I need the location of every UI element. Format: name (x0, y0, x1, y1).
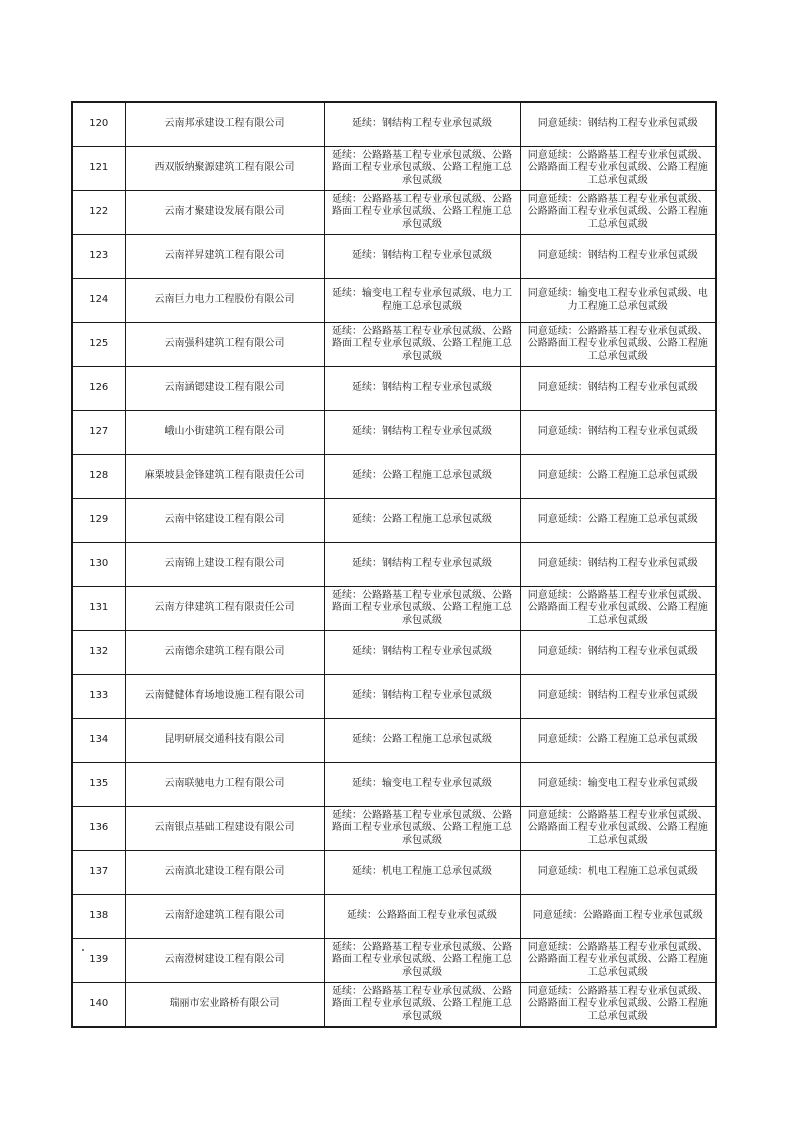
application-content: 延续：钢结构工程专业承包贰级 (324, 235, 520, 279)
table-row (72, 719, 716, 763)
application-content: 延续：公路工程施工总承包贰级 (324, 499, 520, 543)
company-name: 云南健健体育场地设施工程有限公司 (125, 675, 324, 719)
row-number: 123 (72, 235, 125, 279)
company-name: 云南澄树建设工程有限公司 (125, 939, 324, 983)
company-name: 云南邦承建设工程有限公司 (125, 102, 324, 147)
approval-result: 同意延续：公路路基工程专业承包贰级、公路路面工程专业承包贰级、公路工程施工总承包贰级 (520, 191, 716, 235)
qualification-table (71, 101, 717, 1028)
application-content: 延续：钢结构工程专业承包贰级 (324, 411, 520, 455)
company-name: 峨山小街建筑工程有限公司 (125, 411, 324, 455)
application-content: 延续：钢结构工程专业承包贰级 (324, 631, 520, 675)
company-name: 云南中铭建设工程有限公司 (125, 499, 324, 543)
row-number: 132 (72, 631, 125, 675)
row-number: 126 (72, 367, 125, 411)
application-content: 延续：公路路基工程专业承包贰级、公路路面工程专业承包贰级、公路工程施工总承包贰级 (324, 939, 520, 983)
table-row (72, 983, 716, 1028)
company-name: 云南联驰电力工程有限公司 (125, 763, 324, 807)
application-content: 延续：公路路面工程专业承包贰级 (324, 895, 520, 939)
table-row (72, 102, 716, 147)
row-number: 138 (72, 895, 125, 939)
company-name: 云南涵锶建设工程有限公司 (125, 367, 324, 411)
application-content: 延续：公路工程施工总承包贰级 (324, 719, 520, 763)
application-content: 延续：公路路基工程专业承包贰级、公路路面工程专业承包贰级、公路工程施工总承包贰级 (324, 147, 520, 191)
company-name: 麻栗坡县金锋建筑工程有限责任公司 (125, 455, 324, 499)
row-number: 140 (72, 983, 125, 1028)
table-row (72, 763, 716, 807)
row-number: 125 (72, 323, 125, 367)
application-content: 延续：钢结构工程专业承包贰级 (324, 102, 520, 147)
company-name: 云南才聚建设发展有限公司 (125, 191, 324, 235)
company-name: 瑞丽市宏业路桥有限公司 (125, 983, 324, 1028)
row-number: 136 (72, 807, 125, 851)
application-content: 延续：公路路基工程专业承包贰级、公路路面工程专业承包贰级、公路工程施工总承包贰级 (324, 191, 520, 235)
approval-result: 同意延续：钢结构工程专业承包贰级 (520, 675, 716, 719)
approval-result: 同意延续：公路工程施工总承包贰级 (520, 455, 716, 499)
company-name: 云南银点基础工程建设有限公司 (125, 807, 324, 851)
approval-result: 同意延续：公路路基工程专业承包贰级、公路路面工程专业承包贰级、公路工程施工总承包贰级 (520, 939, 716, 983)
scan-speck (82, 949, 84, 951)
company-name: 云南祥昇建筑工程有限公司 (125, 235, 324, 279)
application-content: 延续：公路路基工程专业承包贰级、公路路面工程专业承包贰级、公路工程施工总承包贰级 (324, 587, 520, 631)
row-number: 131 (72, 587, 125, 631)
table-row (72, 587, 716, 631)
row-number: 135 (72, 763, 125, 807)
company-name: 云南德余建筑工程有限公司 (125, 631, 324, 675)
table-row (72, 235, 716, 279)
table-row (72, 323, 716, 367)
row-number: 134 (72, 719, 125, 763)
table-row (72, 499, 716, 543)
table-row (72, 279, 716, 323)
application-content: 延续：公路路基工程专业承包贰级、公路路面工程专业承包贰级、公路工程施工总承包贰级 (324, 807, 520, 851)
approval-result: 同意延续：钢结构工程专业承包贰级 (520, 235, 716, 279)
company-name: 云南滇北建设工程有限公司 (125, 851, 324, 895)
application-content: 延续：机电工程施工总承包贰级 (324, 851, 520, 895)
row-number: 127 (72, 411, 125, 455)
application-content: 延续：公路路基工程专业承包贰级、公路路面工程专业承包贰级、公路工程施工总承包贰级 (324, 983, 520, 1028)
row-number: 124 (72, 279, 125, 323)
company-name: 云南方律建筑工程有限责任公司 (125, 587, 324, 631)
table-row (72, 939, 716, 983)
approval-result: 同意延续：钢结构工程专业承包贰级 (520, 102, 716, 147)
table-row (72, 895, 716, 939)
row-number: 122 (72, 191, 125, 235)
table-row (72, 851, 716, 895)
row-number: 128 (72, 455, 125, 499)
table-row (72, 807, 716, 851)
row-number: 120 (72, 102, 125, 147)
table-body (72, 102, 716, 1027)
table-row (72, 191, 716, 235)
application-content: 延续：公路路基工程专业承包贰级、公路路面工程专业承包贰级、公路工程施工总承包贰级 (324, 323, 520, 367)
application-content: 延续：钢结构工程专业承包贰级 (324, 367, 520, 411)
table-row (72, 455, 716, 499)
approval-result: 同意延续：输变电工程专业承包贰级 (520, 763, 716, 807)
row-number: 133 (72, 675, 125, 719)
row-number: 137 (72, 851, 125, 895)
application-content: 延续：钢结构工程专业承包贰级 (324, 543, 520, 587)
row-number: 130 (72, 543, 125, 587)
approval-result: 同意延续：公路路基工程专业承包贰级、公路路面工程专业承包贰级、公路工程施工总承包贰级 (520, 587, 716, 631)
company-name: 云南锦上建设工程有限公司 (125, 543, 324, 587)
approval-result: 同意延续：钢结构工程专业承包贰级 (520, 543, 716, 587)
approval-result: 同意延续：公路工程施工总承包贰级 (520, 499, 716, 543)
table-row (72, 675, 716, 719)
approval-result: 同意延续：公路路基工程专业承包贰级、公路路面工程专业承包贰级、公路工程施工总承包贰级 (520, 147, 716, 191)
approval-result: 同意延续：公路路面工程专业承包贰级 (520, 895, 716, 939)
table-row (72, 543, 716, 587)
row-number: 139 (72, 939, 125, 983)
company-name: 昆明研展交通科技有限公司 (125, 719, 324, 763)
approval-result: 同意延续：公路工程施工总承包贰级 (520, 719, 716, 763)
row-number: 129 (72, 499, 125, 543)
approval-result: 同意延续：钢结构工程专业承包贰级 (520, 631, 716, 675)
company-name: 云南舒途建筑工程有限公司 (125, 895, 324, 939)
approval-result: 同意延续：公路路基工程专业承包贰级、公路路面工程专业承包贰级、公路工程施工总承包贰级 (520, 807, 716, 851)
approval-result: 同意延续：公路路基工程专业承包贰级、公路路面工程专业承包贰级、公路工程施工总承包贰级 (520, 323, 716, 367)
table-row (72, 411, 716, 455)
application-content: 延续：钢结构工程专业承包贰级 (324, 675, 520, 719)
application-content: 延续：输变电工程专业承包贰级 (324, 763, 520, 807)
approval-result: 同意延续：钢结构工程专业承包贰级 (520, 367, 716, 411)
table-row (72, 367, 716, 411)
company-name: 云南巨力电力工程股份有限公司 (125, 279, 324, 323)
application-content: 延续：公路工程施工总承包贰级 (324, 455, 520, 499)
approval-result: 同意延续：输变电工程专业承包贰级、电力工程施工总承包贰级 (520, 279, 716, 323)
company-name: 云南强科建筑工程有限公司 (125, 323, 324, 367)
row-number: 121 (72, 147, 125, 191)
approval-result: 同意延续：机电工程施工总承包贰级 (520, 851, 716, 895)
table-row (72, 147, 716, 191)
application-content: 延续：输变电工程专业承包贰级、电力工程施工总承包贰级 (324, 279, 520, 323)
approval-result: 同意延续：钢结构工程专业承包贰级 (520, 411, 716, 455)
table-row (72, 631, 716, 675)
company-name: 西双版纳聚源建筑工程有限公司 (125, 147, 324, 191)
approval-result: 同意延续：公路路基工程专业承包贰级、公路路面工程专业承包贰级、公路工程施工总承包贰级 (520, 983, 716, 1028)
